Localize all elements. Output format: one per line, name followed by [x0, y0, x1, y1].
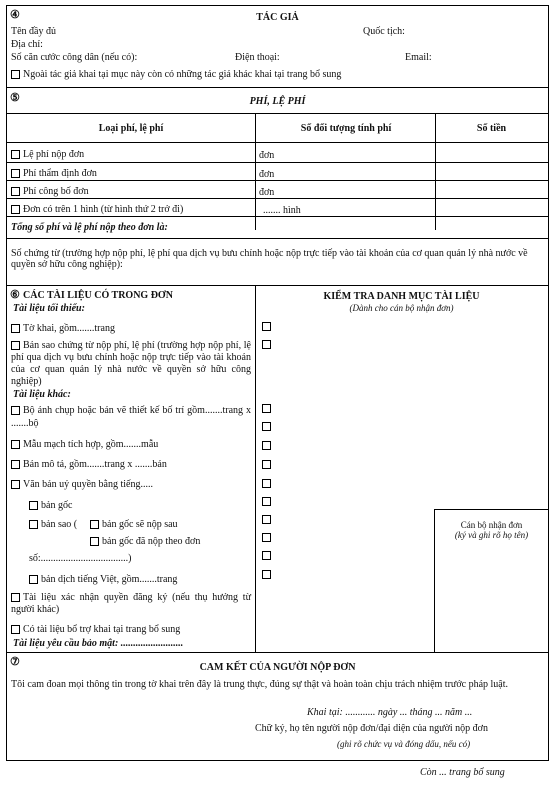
check-box[interactable]: [262, 460, 271, 469]
email-label: Email:: [405, 52, 432, 63]
full-name-label: Tên đầy đủ: [11, 26, 56, 37]
fee-label: Lệ phí nộp đơn: [23, 149, 85, 160]
application-number: số:...................................): [29, 553, 132, 564]
ic-sample-text: Mẫu mạch tích hợp, gồm.......mẫu: [23, 439, 159, 450]
check-box[interactable]: [262, 404, 271, 413]
col-header-amount: Số tiền: [476, 123, 507, 134]
orig-later-text: bản gốc sẽ nộp sau: [102, 519, 178, 530]
orig-submitted-item[interactable]: [90, 536, 200, 547]
checkbox[interactable]: [11, 169, 20, 178]
section-number: ⑦: [10, 656, 20, 668]
fee-row[interactable]: [11, 168, 97, 179]
checkbox[interactable]: [90, 537, 99, 546]
photo-set-text: Bộ ảnh chụp hoặc bản vẽ thiết kế bố trí gồm.......trang x .......bộ: [11, 405, 251, 429]
original-text: bản gốc: [41, 500, 73, 511]
fee-label: Đơn có trên 1 hình (từ hình thứ 2 trở đi): [23, 204, 184, 215]
section-pledge: [7, 653, 548, 760]
confidential-label: Tài liệu yêu cầu bảo mật: .........................: [13, 638, 184, 649]
other-authors-option[interactable]: [11, 69, 341, 80]
other-docs-label: Tài liệu khác:: [13, 389, 71, 400]
section-author: [7, 6, 548, 88]
section-number: ⑤: [10, 92, 20, 104]
checkbox[interactable]: [11, 480, 20, 489]
min-docs-label: Tài liệu tối thiểu:: [13, 303, 85, 314]
address-label: Địa chỉ:: [11, 39, 43, 50]
form-frame: [6, 5, 549, 761]
section-number: ④: [10, 9, 20, 21]
description-item[interactable]: [11, 459, 167, 470]
declaration-text: Tờ khai, gồm.......trang: [23, 323, 115, 334]
translation-text: bản dịch tiếng Việt, gồm.......trang: [41, 574, 178, 585]
check-box[interactable]: [262, 551, 271, 560]
checkbox[interactable]: [90, 520, 99, 529]
checkbox[interactable]: [11, 150, 20, 159]
section-title: TÁC GIẢ: [256, 12, 299, 23]
rights-doc-item[interactable]: [11, 592, 251, 616]
check-box[interactable]: [262, 422, 271, 431]
fee-row[interactable]: [11, 186, 89, 197]
officer-label: Cán bộ nhận đơn: [460, 520, 523, 530]
check-box[interactable]: [262, 570, 271, 579]
phone-label: Điện thoại:: [235, 52, 280, 63]
check-title: KIỂM TRA DANH MỤC TÀI LIỆU: [323, 291, 480, 302]
description-text: Bản mô tả, gồm.......trang x .......bản: [23, 459, 167, 470]
other-authors-text: Ngoài tác giả khai tại mục này còn có những tác giả khác khai tại trang bổ sung: [23, 69, 342, 80]
copy-text: bản sao (: [41, 519, 78, 530]
check-box[interactable]: [262, 441, 271, 450]
total-label: Tổng số phí và lệ phí nộp theo đơn là:: [11, 222, 168, 233]
checkbox[interactable]: [11, 324, 20, 333]
checkbox[interactable]: [11, 205, 20, 214]
section-title: CAM KẾT CỦA NGƯỜI NỘP ĐƠN: [199, 662, 356, 673]
section-title: PHÍ, LỆ PHÍ: [249, 96, 306, 107]
supplement-text: Có tài liệu bổ trợ khai tại trang bổ sung: [23, 624, 181, 635]
ic-sample-item[interactable]: [11, 439, 158, 450]
fee-copy-item[interactable]: [11, 340, 251, 388]
fee-copy-text: Bản sao chứng từ nộp phí, lệ phí (trường hợp nộp phí, lệ phí qua dịch vụ bưu chính hoặc nộp trực tiếp vào tài khoản của cơ quan quản lý nhà nước về quyền sở hữu công nghiệp): [11, 340, 251, 387]
nationality-label: Quốc tịch:: [363, 26, 405, 37]
checkbox[interactable]: [29, 575, 38, 584]
checkbox[interactable]: [11, 406, 20, 415]
signature-label: Chữ ký, họ tên người nộp đơn/đại diện của người nộp đơn: [255, 723, 488, 734]
rights-doc-text: Tài liệu xác nhận quyền đăng ký (nếu thụ hưởng từ người khác): [11, 592, 251, 615]
check-box[interactable]: [262, 515, 271, 524]
check-box[interactable]: [262, 497, 271, 506]
officer-subtitle: (ký và ghi rõ họ tên): [454, 530, 529, 540]
col-header-count: Số đối tượng tính phí: [300, 123, 392, 134]
section-title: CÁC TÀI LIỆU CÓ TRONG ĐƠN: [23, 290, 173, 301]
translation-item[interactable]: [29, 574, 177, 585]
check-box[interactable]: [262, 533, 271, 542]
signature-note: (ghi rõ chức vụ và đóng dấu, nếu có): [337, 739, 471, 749]
date-line: Khai tại: ............ ngày ... tháng ... năm ...: [307, 707, 473, 718]
fee-label: Phí thẩm định đơn: [23, 168, 97, 179]
supplement-item[interactable]: [11, 624, 180, 635]
fee-unit: ....... hình: [263, 205, 301, 216]
checkbox[interactable]: [29, 501, 38, 510]
original-item[interactable]: [29, 500, 72, 511]
col-header-fee-type: Loại phí, lệ phí: [98, 123, 164, 134]
fee-row[interactable]: [11, 149, 84, 160]
voucher-label: Số chứng từ (trường hợp nộp phí, lệ phí qua dịch vụ bưu chính hoặc nộp trực tiếp vào tài khoản của cơ quan quản lý nhà nước về quyền sở hữu công nghiệp):: [11, 248, 528, 270]
checkbox[interactable]: [11, 341, 20, 350]
check-box[interactable]: [262, 322, 271, 331]
checkbox[interactable]: [11, 70, 20, 79]
section-fees: [7, 88, 548, 286]
photo-set-item[interactable]: [11, 404, 251, 430]
poa-item[interactable]: [11, 479, 153, 490]
poa-text: Văn bản uỷ quyền bằng tiếng.....: [23, 479, 153, 490]
footer-note: Còn ... trang bổ sung: [420, 767, 505, 778]
checkbox[interactable]: [11, 625, 20, 634]
fee-unit: đơn: [259, 150, 275, 161]
officer-box: [434, 509, 548, 652]
fee-unit: đơn: [259, 187, 275, 198]
fee-unit: đơn: [259, 169, 275, 180]
check-box[interactable]: [262, 479, 271, 488]
checkbox[interactable]: [11, 593, 20, 602]
fee-label: Phí công bố đơn: [23, 186, 89, 197]
section-documents: [7, 286, 548, 653]
id-card-label: Số căn cước công dân (nếu có):: [11, 52, 138, 63]
declaration-item[interactable]: [11, 323, 115, 334]
checkbox[interactable]: [11, 440, 20, 449]
fee-row[interactable]: [11, 204, 183, 215]
pledge-text: Tôi cam đoan mọi thông tin trong tờ khai trên đây là trung thực, đúng sự thật và hoàn toàn chịu trách nhiệm trước pháp luật.: [11, 679, 508, 690]
check-box[interactable]: [262, 340, 271, 349]
orig-submitted-text: bản gốc đã nộp theo đơn: [102, 536, 201, 547]
checkbox[interactable]: [29, 520, 38, 529]
check-subtitle: (Dành cho cán bộ nhận đơn): [349, 303, 454, 313]
orig-later-item[interactable]: [90, 519, 178, 530]
checkbox[interactable]: [11, 187, 20, 196]
copy-item[interactable]: [29, 519, 77, 530]
checkbox[interactable]: [11, 460, 20, 469]
section-number: ⑥: [10, 289, 20, 301]
